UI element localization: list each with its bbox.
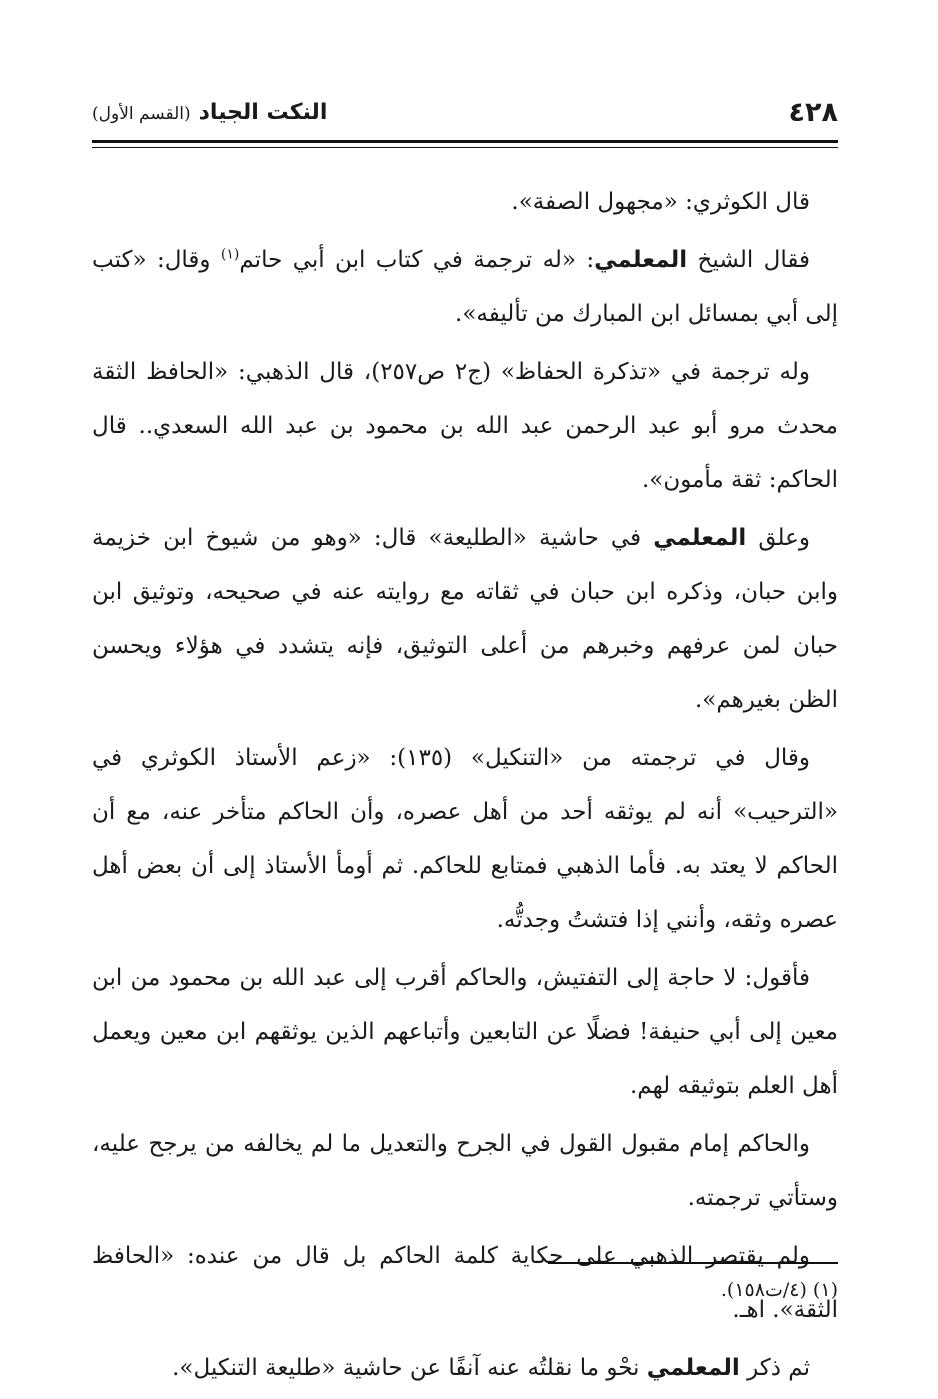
paragraph-3 <box>92 345 838 507</box>
footnote-reference[interactable]: (١) <box>220 246 240 263</box>
paragraph-text-after: : «له ترجمة في كتاب ابن أبي حاتم <box>239 247 595 273</box>
paragraph-text: والحاكم إمام مقبول القول في الجرح والتعديل ما لم يخالفه من يرجح عليه، وستأتي ترجمته. <box>92 1131 838 1211</box>
paragraph-9 <box>92 1341 838 1395</box>
paragraph-text: وقال في ترجمته من «التنكيل» (١٣٥): «زعم الأستاذ الكوثري في «الترحيب» أنه لم يوثقه أحد من أهل عصره، وأن الحاكم متأخر عنه، مع أن الحاكم لا يعتد به. فأما الذهبي فمتابع للحاكم. ثم أومأ الأستاذ إلى أن بعض أهل عصره وثقه، وأنني إذا فتشتُ وجدتُّه. <box>92 745 838 933</box>
page-header <box>92 92 838 132</box>
main-text <box>92 175 838 1399</box>
footnote: (١) (٤/ت١٥٨). <box>720 1279 838 1301</box>
paragraph-text-after: نحْو ما نقلتُه عنه آنفًا عن حاشية «طليعة التنكيل». <box>172 1355 647 1381</box>
header-rule-thin <box>92 147 838 148</box>
paragraph-text-before: ثم ذكر <box>739 1355 810 1381</box>
paragraph-text-before: فقال الشيخ <box>687 247 810 273</box>
paragraph-text: فأقول: لا حاجة إلى التفتيش، والحاكم أقرب إلى عبد الله بن محمود من ابن معين إلى أبي حنيفة! فضلًا عن التابعين وأتباعهم الذين يوثقهم ابن معين ويعمل أهل العلم بتوثيقه لهم. <box>92 965 838 1099</box>
footnote-separator <box>548 1262 838 1264</box>
paragraph-7 <box>92 1117 838 1225</box>
bold-name: المعلمي <box>646 1355 740 1381</box>
paragraph-text: وله ترجمة في «تذكرة الحفاظ» (ج٢ ص٢٥٧)، قال الذهبي: «الحافظ الثقة محدث مرو أبو عبد الرحمن عبد الله بن محمود بن عبد الله السعدي.. قال الحاكم: ثقة مأمون». <box>92 359 838 493</box>
bold-name: المعلمي <box>594 247 688 273</box>
bold-name: المعلمي <box>653 525 747 551</box>
book-section: (القسم الأول) <box>92 103 191 124</box>
paragraph-6 <box>92 951 838 1113</box>
paragraph-text-tail: وقال: «كتب إلى أبي بمسائل ابن المبارك من تأليفه». <box>92 247 838 327</box>
paragraph-text-before: وعلق <box>746 525 810 551</box>
paragraph-text-after: في حاشية «الطليعة» قال: «وهو من شيوخ ابن خزيمة وابن حبان، وذكره ابن حبان في ثقاته مع روايته عنه في صحيحه، وتوثيق ابن حبان لمن عرفهم وخبرهم من أعلى التوثيق، فإنه يتشدد في هؤلاء ويحسن الظن بغيرهم». <box>92 525 838 713</box>
paragraph-5 <box>92 731 838 947</box>
paragraph-2 <box>92 233 838 341</box>
paragraph-text: قال الكوثري: «مجهول الصفة». <box>511 189 810 215</box>
book-title: النكت الجياد <box>198 99 328 125</box>
paragraph-1 <box>92 175 838 229</box>
paragraph-text: ولم يقتصر الذهبي على حكاية كلمة الحاكم بل قال من عنده: «الحافظ الثقة». اهـ. <box>92 1243 838 1323</box>
running-title <box>92 100 327 125</box>
header-rule-thick <box>92 140 838 143</box>
page-number: ٤٢٨ <box>788 96 838 128</box>
paragraph-4 <box>92 511 838 727</box>
